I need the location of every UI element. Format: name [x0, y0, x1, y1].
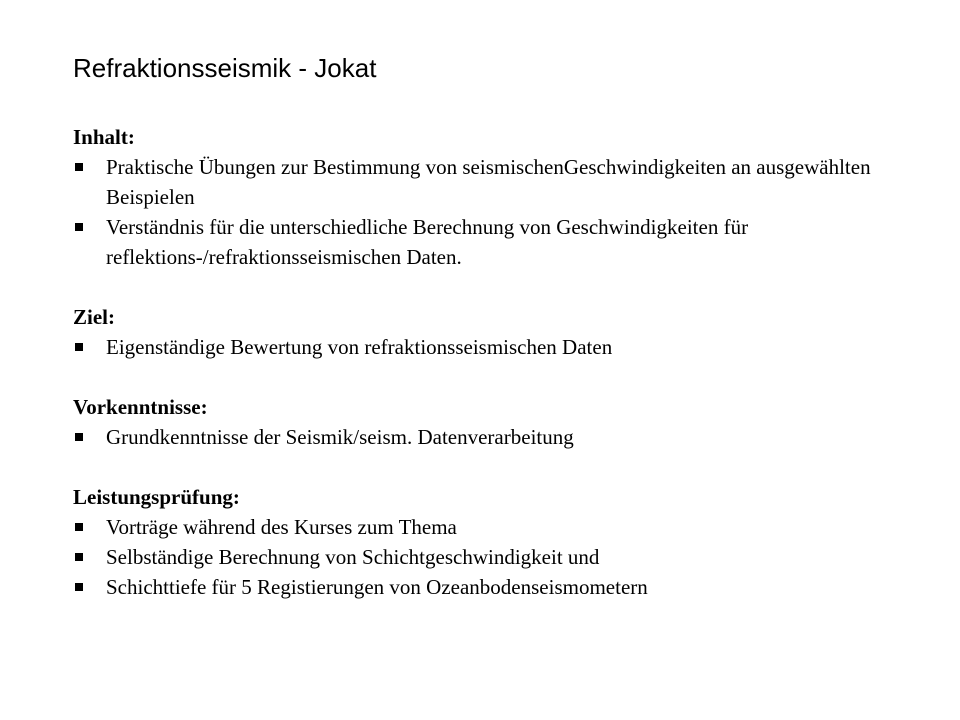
square-bullet-icon [75, 223, 83, 231]
bullet-text: Selbständige Berechnung von Schichtgeschwindigkeit und [106, 545, 600, 569]
bullet-text: Schichttiefe für 5 Registierungen von Ozeanbodenseismometern [106, 575, 648, 599]
section-vorkenntnisse [73, 392, 935, 452]
bullet-text: Praktische Übungen zur Bestimmung von seismischenGeschwindigkeiten an ausgewählten Beispielen [106, 155, 871, 209]
section-ziel [73, 302, 935, 362]
bullet-item [73, 332, 935, 362]
bullet-text: Eigenständige Bewertung von refraktionsseismischen Daten [106, 335, 613, 359]
bullet-list [73, 422, 935, 452]
section-heading: Inhalt: [73, 125, 135, 149]
square-bullet-icon [75, 343, 83, 351]
bullet-item [73, 542, 935, 572]
bullet-text: Verständnis für die unterschiedliche Berechnung von Geschwindigkeiten für reflektions-/refraktionsseismischen Daten. [106, 215, 749, 269]
bullet-text: Vorträge während des Kurses zum Thema [106, 515, 457, 539]
bullet-item [73, 572, 935, 602]
bullet-list [73, 152, 935, 272]
section-inhalt [73, 122, 935, 272]
bullet-text: Grundkenntnisse der Seismik/seism. Datenverarbeitung [106, 425, 574, 449]
bullet-item [73, 422, 935, 452]
square-bullet-icon [75, 163, 83, 171]
bullet-list [73, 332, 935, 362]
slide-content [73, 122, 935, 602]
slide-title: Refraktionsseismik - Jokat [73, 53, 377, 83]
bullet-item [73, 152, 935, 212]
bullet-list [73, 512, 935, 602]
square-bullet-icon [75, 583, 83, 591]
bullet-item [73, 212, 935, 272]
square-bullet-icon [75, 433, 83, 441]
section-heading: Vorkenntnisse: [73, 395, 208, 419]
square-bullet-icon [75, 523, 83, 531]
section-heading: Ziel: [73, 305, 115, 329]
square-bullet-icon [75, 553, 83, 561]
section-leistungspruefung [73, 482, 935, 602]
bullet-item [73, 512, 935, 542]
section-heading: Leistungsprüfung: [73, 485, 240, 509]
